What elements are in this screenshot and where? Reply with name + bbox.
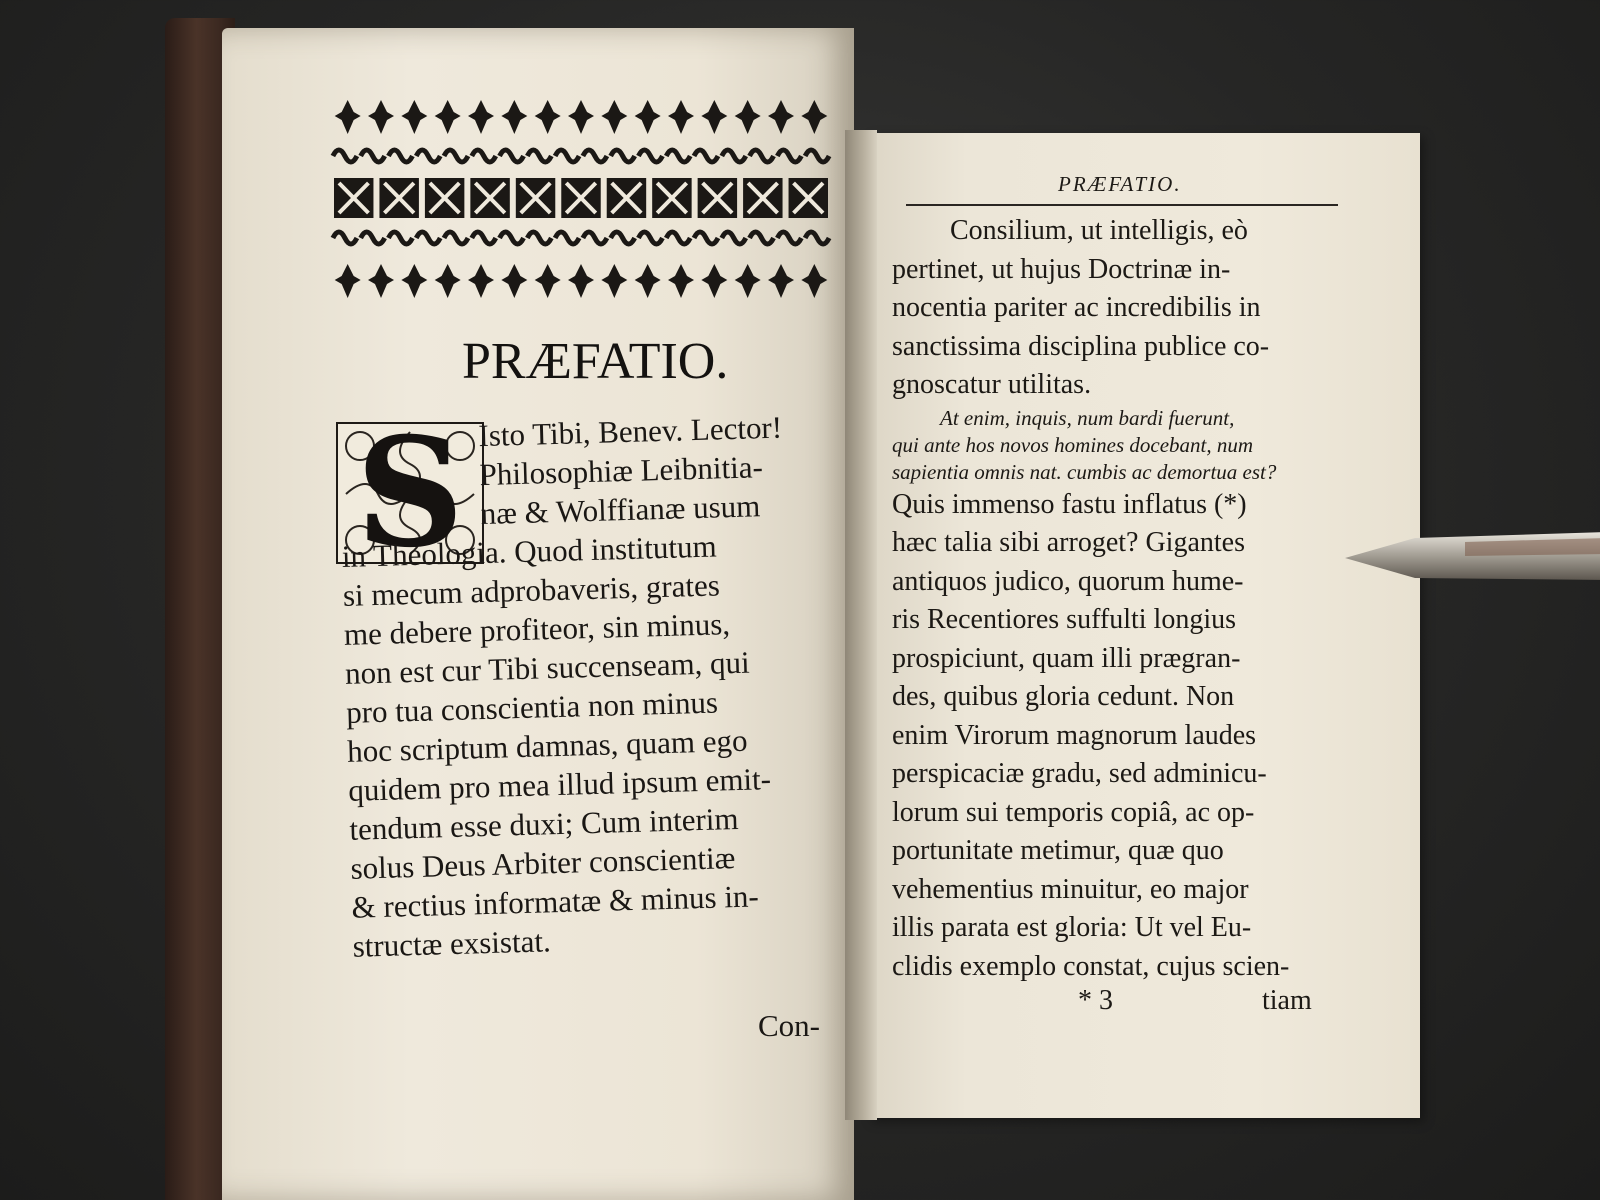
quote-line: sapientia omnis nat. cumbis ac demortua est? bbox=[892, 459, 1277, 484]
text-line: sanctissima disciplina publice co- bbox=[892, 330, 1270, 362]
text-line: Quis immenso fastu inflatus (*) bbox=[892, 488, 1247, 520]
book-gutter bbox=[845, 130, 877, 1120]
text-line: quidem pro mea illud ipsum emit- bbox=[347, 761, 772, 808]
text-line: clidis exemplo constat, cujus scien- bbox=[892, 950, 1290, 982]
text-line: enim Virorum magnorum laudes bbox=[892, 719, 1257, 751]
text-line: lorum sui temporis copiâ, ac op- bbox=[892, 796, 1255, 828]
text-line: des, quibus gloria cedunt. Non bbox=[892, 681, 1235, 712]
text-line: structæ exsistat. bbox=[352, 923, 552, 964]
drop-cap-letter: S bbox=[355, 405, 465, 581]
text-line: hoc scriptum damnas, quam ego bbox=[346, 722, 748, 769]
text-line: ris Recentiores suffulti longius bbox=[892, 604, 1236, 635]
right-body-text bbox=[892, 212, 1352, 986]
left-body-text bbox=[338, 406, 853, 966]
text-line: illis parata est gloria: Ut vel Eu- bbox=[892, 912, 1252, 943]
text-line: gnoscatur utilitas. bbox=[892, 369, 1092, 400]
text-line: tendum esse duxi; Cum interim bbox=[348, 800, 739, 847]
text-line: antiquos judico, quorum hume- bbox=[892, 565, 1244, 597]
text-line: Isto Tibi, Benev. Lector! bbox=[478, 409, 783, 454]
catchword-left: Con- bbox=[758, 1008, 820, 1043]
text-line: Philosophiæ Leibnitia- bbox=[479, 449, 764, 493]
text-line: næ & Wolffianæ usum bbox=[480, 488, 761, 532]
text-line: in Theologia. Quod institutum bbox=[341, 528, 718, 574]
quote-line: qui ante hos novos homines docebant, num bbox=[892, 432, 1254, 457]
head-rule bbox=[906, 204, 1338, 206]
text-line: portunitate metimur, quæ quo bbox=[892, 835, 1224, 866]
text-line: Consilium, ut intelligis, eò bbox=[950, 215, 1248, 246]
text-line: me debere profiteor, sin minus, bbox=[343, 606, 731, 652]
signature-mark: * 3 bbox=[1078, 985, 1113, 1016]
text-line: hæc talia sibi arroget? Gigantes bbox=[892, 527, 1245, 558]
knife-pointer-icon bbox=[1345, 528, 1600, 586]
text-line: perspicaciæ gradu, sed adminicu- bbox=[892, 758, 1267, 789]
quote-line: At enim, inquis, num bardi fuerunt, bbox=[940, 405, 1235, 430]
catchword-right: tiam bbox=[1262, 985, 1312, 1016]
text-line: pertinet, ut hujus Doctrinæ in- bbox=[892, 253, 1231, 285]
text-line: prospiciunt, quam illi prægran- bbox=[892, 642, 1241, 674]
text-line: si mecum adprobaveris, grates bbox=[342, 567, 721, 613]
text-line: vehementius minuitur, eo major bbox=[892, 873, 1249, 905]
ornament-band-icon bbox=[325, 98, 835, 320]
text-line: & rectius informatæ & minus in- bbox=[351, 878, 760, 925]
running-head: PRÆFATIO. bbox=[1058, 172, 1182, 196]
text-line: pro tua conscientia non minus bbox=[345, 684, 719, 730]
text-line: non est cur Tibi succenseam, qui bbox=[344, 644, 751, 691]
text-line: solus Deus Arbiter conscientiæ bbox=[350, 840, 736, 886]
page-title: PRÆFATIO. bbox=[462, 333, 729, 390]
text-line: nocentia pariter ac incredibilis in bbox=[892, 292, 1261, 323]
